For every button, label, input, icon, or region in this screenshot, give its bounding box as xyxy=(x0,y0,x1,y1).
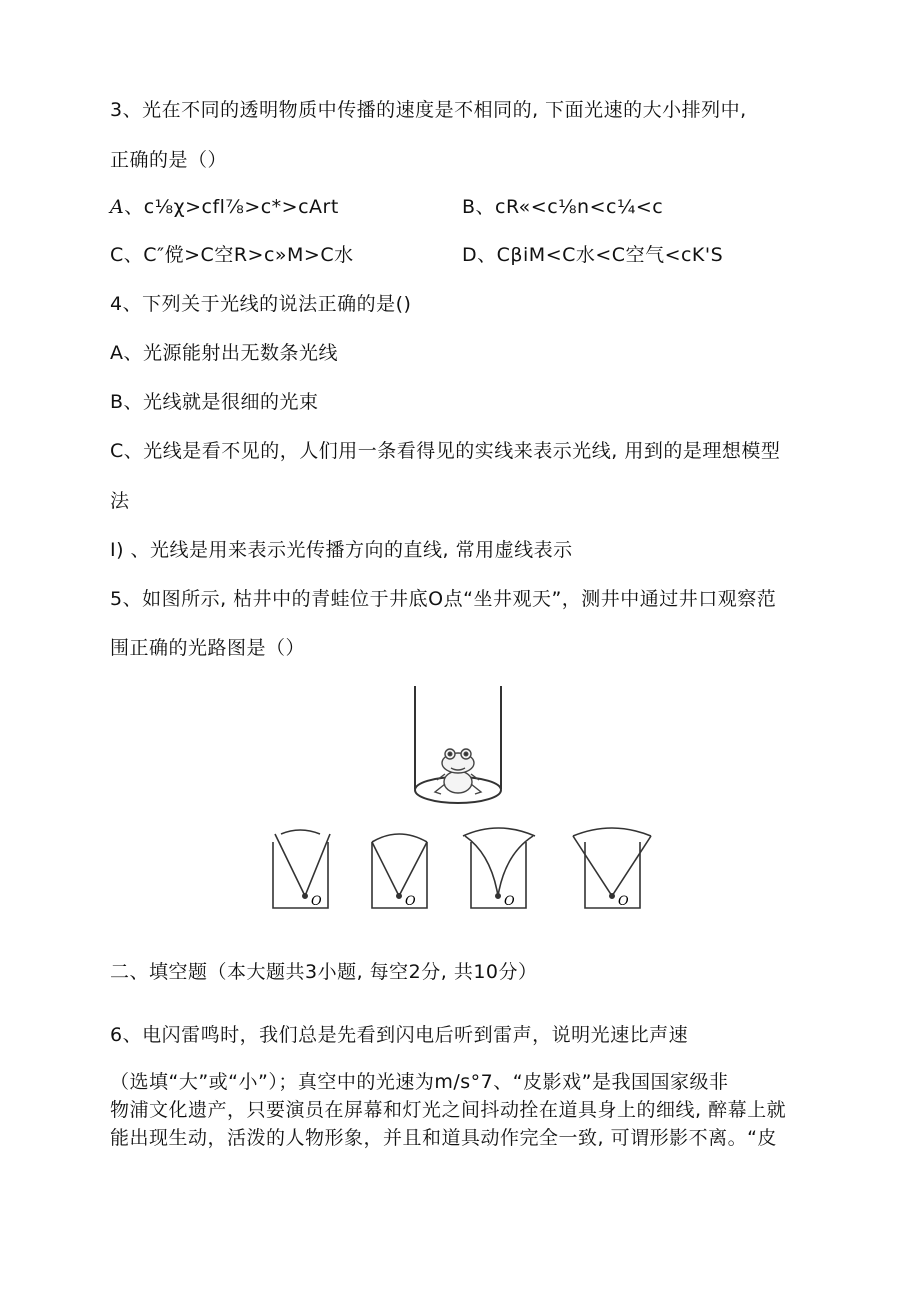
q6-line2: （选填“大”或“小”）；真空中的光速为m∕s°7、“皮影戏”是我国国家级非 xyxy=(110,1071,729,1093)
q3-stem-line2: 正确的是（） xyxy=(110,149,228,171)
q3-option-a-letter: A xyxy=(110,196,125,218)
diagram-2-label-o: O xyxy=(405,894,416,909)
diagram-1-label-o: O xyxy=(311,894,322,909)
diagram-3-label-o: O xyxy=(504,894,515,909)
q3-option-b: B、cR«<c⅛n<c¼<c xyxy=(462,196,664,218)
q6-line4: 能出现生动，活泼的人物形象，并且和道具动作完全一致, 可谓形影不离。“皮 xyxy=(110,1127,777,1149)
q3-option-a xyxy=(110,194,339,220)
q4-stem: 4、下列关于光线的说法正确的是() xyxy=(110,293,412,315)
section2-heading: 二、填空题（本大题共3小题, 每空2分, 共10分） xyxy=(110,961,538,983)
q3-option-c: C、C″傥>C空R>c»M>C水 xyxy=(110,244,354,266)
q4-option-a: A、光源能射出无数条光线 xyxy=(110,342,338,364)
q4-option-c-line1: C、光线是看不见的，人们用一条看得见的实线来表示光线, 用到的是理想模型 xyxy=(110,440,781,462)
q6-line1: 6、电闪雷鸣时，我们总是先看到闪电后听到雷声，说明光速比声速 xyxy=(110,1024,689,1046)
diagram-4-label-o: O xyxy=(618,894,629,909)
well-frog-diagram xyxy=(265,684,655,914)
q4-option-b: B、光线就是很细的光束 xyxy=(110,391,319,413)
q5-stem-line2: 围正确的光路图是（） xyxy=(110,637,306,659)
q5-figure xyxy=(265,684,655,914)
q4-option-c-line2: 法 xyxy=(110,490,130,512)
light-path-diagram-4 xyxy=(573,828,651,908)
q5-stem-line1: 5、如图所示, 枯井中的青蛙位于井底O点“坐井观天”，测井中通过井口观察范 xyxy=(110,588,777,610)
light-path-diagram-2 xyxy=(372,834,427,908)
q3-stem-line1: 3、光在不同的透明物质中传播的速度是不相同的, 下面光速的大小排列中, xyxy=(110,99,747,121)
frog-icon xyxy=(435,749,481,794)
q3-option-a-text: 、c⅛χ>cfl⅞>c*>cArt xyxy=(124,196,339,218)
q4-option-d: I) 、光线是用来表示光传播方向的直线, 常用虚线表示 xyxy=(110,539,573,561)
q3-option-d: D、CβiM<C水<C空气<cK'S xyxy=(462,244,724,266)
light-path-diagram-3 xyxy=(463,828,535,908)
q6-line3: 物浦文化遗产，只要演员在屏幕和灯光之间抖动拴在道具身上的细线, 醉幕上就 xyxy=(110,1099,787,1121)
